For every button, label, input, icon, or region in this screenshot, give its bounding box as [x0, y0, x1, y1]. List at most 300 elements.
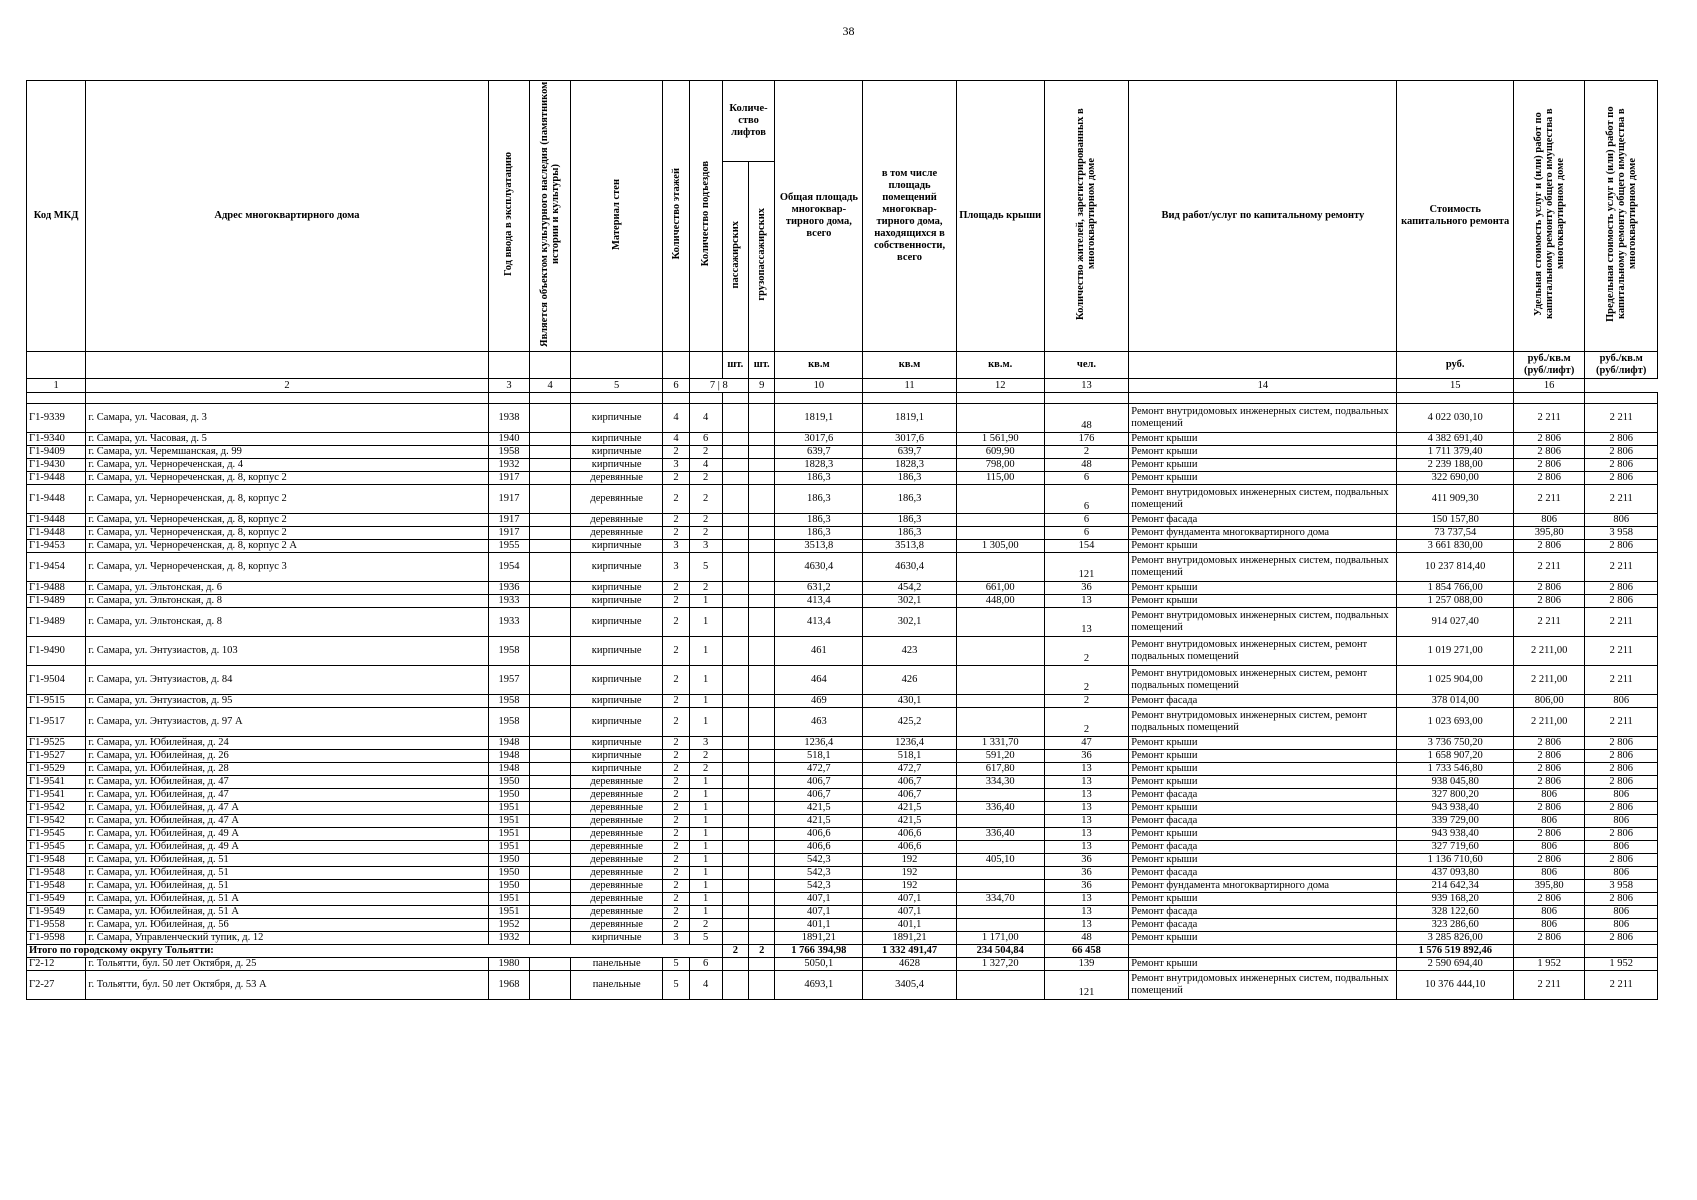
- unit-rub: руб.: [1397, 352, 1514, 379]
- cell-heritage: [530, 789, 571, 802]
- cell-heritage: [530, 763, 571, 776]
- cell-code: Г2-12: [27, 958, 86, 971]
- cell-floors: 2: [663, 737, 689, 750]
- cell-lifts-pass: [722, 750, 748, 763]
- cell-heritage: [530, 867, 571, 880]
- cell-code: Г1-9490: [27, 637, 86, 666]
- cell-work-type: Ремонт крыши: [1129, 595, 1397, 608]
- cell-owned-area: 406,6: [863, 841, 956, 854]
- cell-entrances: 1: [689, 802, 722, 815]
- cell-residents: 176: [1044, 433, 1129, 446]
- total-residents: 66 458: [1044, 945, 1129, 958]
- table-row: [27, 854, 1658, 867]
- cell-residents: 13: [1044, 906, 1129, 919]
- cell-floors: 3: [663, 459, 689, 472]
- cell-entrances: 3: [689, 737, 722, 750]
- cell-work-type: Ремонт крыши: [1129, 776, 1397, 789]
- spacer-cell: [749, 393, 775, 404]
- cell-owned-area: 1828,3: [863, 459, 956, 472]
- cell-material: деревянные: [571, 893, 663, 906]
- cell-owned-area: 639,7: [863, 446, 956, 459]
- cell-residents: 2: [1044, 695, 1129, 708]
- col-number: 3: [488, 379, 530, 393]
- cell-year: 1917: [488, 485, 530, 514]
- cell-cost: 1 733 546,80: [1397, 763, 1514, 776]
- cell-code: Г1-9488: [27, 582, 86, 595]
- cell-address: г. Тольятти, бул. 50 лет Октября, д. 25: [86, 958, 488, 971]
- cell-material: кирпичные: [571, 582, 663, 595]
- cell-material: кирпичные: [571, 404, 663, 433]
- cell-lifts-pass: [722, 971, 748, 1000]
- cell-material: кирпичные: [571, 540, 663, 553]
- cell-roof-area: [956, 666, 1044, 695]
- cell-unit-cost: 2 806: [1513, 932, 1584, 945]
- cell-lifts-cargo: [749, 880, 775, 893]
- cell-entrances: 1: [689, 893, 722, 906]
- table-row: [27, 750, 1658, 763]
- cell-residents: 13: [1044, 776, 1129, 789]
- total-owned-area: 1 332 491,47: [863, 945, 956, 958]
- cell-code: Г1-9558: [27, 919, 86, 932]
- col-number: 10: [775, 379, 863, 393]
- cell-heritage: [530, 695, 571, 708]
- cell-roof-area: [956, 485, 1044, 514]
- cell-material: деревянные: [571, 828, 663, 841]
- cell-material: деревянные: [571, 789, 663, 802]
- cell-entrances: 2: [689, 750, 722, 763]
- spacer-row: [27, 393, 1658, 404]
- table-row: [27, 433, 1658, 446]
- table-row: [27, 472, 1658, 485]
- cell-lifts-cargo: [749, 404, 775, 433]
- cell-year: 1950: [488, 854, 530, 867]
- cell-unit-cost: 2 211,00: [1513, 637, 1584, 666]
- cell-cost: 327 719,60: [1397, 841, 1514, 854]
- total-empty: [1129, 945, 1397, 958]
- cell-cost: 939 168,20: [1397, 893, 1514, 906]
- cell-total-area: 186,3: [775, 472, 863, 485]
- cell-address: г. Тольятти, бул. 50 лет Октября, д. 53 А: [86, 971, 488, 1000]
- cell-year: 1932: [488, 932, 530, 945]
- cell-owned-area: 426: [863, 666, 956, 695]
- cell-lifts-cargo: [749, 540, 775, 553]
- cell-material: кирпичные: [571, 433, 663, 446]
- col-number: 4: [530, 379, 571, 393]
- cell-work-type: Ремонт фундамента многоквартирного дома: [1129, 527, 1397, 540]
- cell-year: 1948: [488, 763, 530, 776]
- spacer-cell: [571, 393, 663, 404]
- cell-unit-cost: 2 806: [1513, 854, 1584, 867]
- cell-roof-area: 405,10: [956, 854, 1044, 867]
- cell-address: г. Самара, ул. Юбилейная, д. 49 А: [86, 828, 488, 841]
- cell-cost: 328 122,60: [1397, 906, 1514, 919]
- cell-residents: 6: [1044, 485, 1129, 514]
- cell-roof-area: 336,40: [956, 828, 1044, 841]
- cell-max-cost: 2 211: [1585, 608, 1658, 637]
- unit-rub-sqm: руб./кв.м (руб/лифт): [1513, 352, 1584, 379]
- cell-entrances: 2: [689, 919, 722, 932]
- cell-cost: 73 737,54: [1397, 527, 1514, 540]
- col-number: 7 | 8: [689, 379, 748, 393]
- total-roof-area: 234 504,84: [956, 945, 1044, 958]
- cell-residents: 13: [1044, 893, 1129, 906]
- cell-unit-cost: 2 806: [1513, 750, 1584, 763]
- cell-max-cost: 2 806: [1585, 459, 1658, 472]
- cell-owned-area: 423: [863, 637, 956, 666]
- cell-heritage: [530, 433, 571, 446]
- col-number: 2: [86, 379, 488, 393]
- cell-lifts-pass: [722, 433, 748, 446]
- cell-lifts-pass: [722, 472, 748, 485]
- cell-lifts-pass: [722, 776, 748, 789]
- col-number: 12: [956, 379, 1044, 393]
- cell-floors: 2: [663, 893, 689, 906]
- cell-material: кирпичные: [571, 595, 663, 608]
- cell-cost: 10 237 814,40: [1397, 553, 1514, 582]
- cell-work-type: Ремонт крыши: [1129, 582, 1397, 595]
- cell-code: Г1-9549: [27, 893, 86, 906]
- cell-total-area: 631,2: [775, 582, 863, 595]
- cell-total-area: 406,7: [775, 789, 863, 802]
- cell-owned-area: 186,3: [863, 472, 956, 485]
- cell-heritage: [530, 708, 571, 737]
- total-row: [27, 945, 1658, 958]
- cell-work-type: Ремонт фундамента многоквартирного дома: [1129, 880, 1397, 893]
- cell-material: деревянные: [571, 485, 663, 514]
- cell-cost: 1 025 904,00: [1397, 666, 1514, 695]
- unit-rub-sqm: руб./кв.м (руб/лифт): [1585, 352, 1658, 379]
- cell-lifts-cargo: [749, 582, 775, 595]
- cell-heritage: [530, 527, 571, 540]
- cell-owned-area: 406,7: [863, 789, 956, 802]
- col-number: 15: [1397, 379, 1514, 393]
- cell-residents: 6: [1044, 514, 1129, 527]
- cell-floors: 2: [663, 446, 689, 459]
- cell-code: Г1-9548: [27, 854, 86, 867]
- unit-sqm: кв.м.: [956, 352, 1044, 379]
- cell-entrances: 1: [689, 666, 722, 695]
- cell-lifts-cargo: [749, 514, 775, 527]
- cell-address: г. Самара, ул. Юбилейная, д. 47 А: [86, 815, 488, 828]
- cell-floors: 2: [663, 582, 689, 595]
- table-row: [27, 695, 1658, 708]
- cell-entrances: 1: [689, 695, 722, 708]
- cell-work-type: Ремонт крыши: [1129, 932, 1397, 945]
- cell-entrances: 1: [689, 608, 722, 637]
- cell-lifts-cargo: [749, 841, 775, 854]
- cell-code: Г1-9548: [27, 867, 86, 880]
- cell-heritage: [530, 750, 571, 763]
- cell-owned-area: 425,2: [863, 708, 956, 737]
- cell-work-type: Ремонт внутридомовых инженерных систем, ремонт подвальных помещений: [1129, 637, 1397, 666]
- cell-lifts-pass: [722, 540, 748, 553]
- cell-max-cost: 2 806: [1585, 595, 1658, 608]
- cell-roof-area: [956, 553, 1044, 582]
- cell-floors: 2: [663, 763, 689, 776]
- cell-address: г. Самара, ул. Эльтонская, д. 8: [86, 595, 488, 608]
- cell-owned-area: 1819,1: [863, 404, 956, 433]
- cell-floors: 2: [663, 708, 689, 737]
- cell-work-type: Ремонт фасада: [1129, 906, 1397, 919]
- table-row: [27, 514, 1658, 527]
- cell-lifts-cargo: [749, 919, 775, 932]
- cell-unit-cost: 806: [1513, 789, 1584, 802]
- cell-roof-area: [956, 815, 1044, 828]
- cell-residents: 13: [1044, 789, 1129, 802]
- cell-roof-area: 798,00: [956, 459, 1044, 472]
- cell-owned-area: 3405,4: [863, 971, 956, 1000]
- cell-material: деревянные: [571, 802, 663, 815]
- cell-total-area: 542,3: [775, 854, 863, 867]
- cell-heritage: [530, 828, 571, 841]
- cell-floors: 2: [663, 815, 689, 828]
- cell-heritage: [530, 906, 571, 919]
- cell-lifts-cargo: [749, 446, 775, 459]
- cell-heritage: [530, 637, 571, 666]
- cell-work-type: Ремонт крыши: [1129, 802, 1397, 815]
- cell-lifts-pass: [722, 802, 748, 815]
- spacer-cell: [1513, 393, 1584, 404]
- cell-work-type: Ремонт крыши: [1129, 459, 1397, 472]
- cell-total-area: 639,7: [775, 446, 863, 459]
- cell-cost: 1 257 088,00: [1397, 595, 1514, 608]
- cell-max-cost: 806: [1585, 906, 1658, 919]
- cell-total-area: 4693,1: [775, 971, 863, 1000]
- cell-roof-area: [956, 608, 1044, 637]
- total-label: Итого по городскому округу Тольятти:: [27, 945, 723, 958]
- cell-cost: 2 239 188,00: [1397, 459, 1514, 472]
- cell-roof-area: 1 561,90: [956, 433, 1044, 446]
- cell-entrances: 2: [689, 472, 722, 485]
- cell-total-area: 1236,4: [775, 737, 863, 750]
- cell-cost: 1 854 766,00: [1397, 582, 1514, 595]
- cell-lifts-pass: [722, 527, 748, 540]
- cell-entrances: 4: [689, 404, 722, 433]
- cell-entrances: 2: [689, 514, 722, 527]
- cell-unit-cost: 2 806: [1513, 737, 1584, 750]
- table-row: [27, 446, 1658, 459]
- cell-lifts-cargo: [749, 433, 775, 446]
- cell-floors: 3: [663, 932, 689, 945]
- table-row: [27, 971, 1658, 1000]
- cell-owned-area: 4628: [863, 958, 956, 971]
- cell-lifts-cargo: [749, 485, 775, 514]
- cell-year: 1950: [488, 789, 530, 802]
- cell-residents: 121: [1044, 971, 1129, 1000]
- table-row: [27, 893, 1658, 906]
- cell-entrances: 1: [689, 708, 722, 737]
- cell-cost: 943 938,40: [1397, 802, 1514, 815]
- cell-max-cost: 2 806: [1585, 828, 1658, 841]
- cell-roof-area: 1 171,00: [956, 932, 1044, 945]
- cell-roof-area: 617,80: [956, 763, 1044, 776]
- unit-empty: [571, 352, 663, 379]
- cell-unit-cost: 806: [1513, 906, 1584, 919]
- cell-lifts-cargo: [749, 815, 775, 828]
- header-lifts-pass: пассажирских: [722, 162, 748, 352]
- cell-residents: 13: [1044, 841, 1129, 854]
- cell-floors: 5: [663, 958, 689, 971]
- cell-residents: 121: [1044, 553, 1129, 582]
- unit-pcs: шт.: [749, 352, 775, 379]
- table-row: [27, 485, 1658, 514]
- cell-total-area: 464: [775, 666, 863, 695]
- cell-total-area: 186,3: [775, 527, 863, 540]
- cell-heritage: [530, 459, 571, 472]
- cell-year: 1951: [488, 906, 530, 919]
- cell-roof-area: [956, 527, 1044, 540]
- cell-cost: 214 642,34: [1397, 880, 1514, 893]
- cell-max-cost: 2 211: [1585, 553, 1658, 582]
- cell-roof-area: [956, 695, 1044, 708]
- cell-cost: 1 019 271,00: [1397, 637, 1514, 666]
- cell-address: г. Самара, ул. Эльтонская, д. 8: [86, 608, 488, 637]
- cell-cost: 150 157,80: [1397, 514, 1514, 527]
- cell-owned-area: 407,1: [863, 893, 956, 906]
- cell-material: деревянные: [571, 919, 663, 932]
- cell-unit-cost: 2 806: [1513, 472, 1584, 485]
- cell-heritage: [530, 958, 571, 971]
- cell-work-type: Ремонт фасада: [1129, 695, 1397, 708]
- cell-cost: 938 045,80: [1397, 776, 1514, 789]
- cell-work-type: Ремонт крыши: [1129, 854, 1397, 867]
- cell-cost: 327 800,20: [1397, 789, 1514, 802]
- cell-unit-cost: 2 806: [1513, 802, 1584, 815]
- cell-owned-area: 1891,21: [863, 932, 956, 945]
- spacer-cell: [530, 393, 571, 404]
- cell-owned-area: 421,5: [863, 802, 956, 815]
- cell-work-type: Ремонт крыши: [1129, 763, 1397, 776]
- cell-heritage: [530, 880, 571, 893]
- cell-address: г. Самара, ул. Юбилейная, д. 51: [86, 867, 488, 880]
- cell-year: 1948: [488, 737, 530, 750]
- table-row: [27, 880, 1658, 893]
- header-roof-area: Площадь крыши: [956, 81, 1044, 352]
- cell-address: г. Самара, ул. Чернореченская, д. 8, корпус 2: [86, 472, 488, 485]
- cell-roof-area: [956, 708, 1044, 737]
- cell-lifts-cargo: [749, 527, 775, 540]
- cell-unit-cost: 2 211: [1513, 404, 1584, 433]
- cell-year: 1917: [488, 472, 530, 485]
- cell-address: г. Самара, ул. Часовая, д. 3: [86, 404, 488, 433]
- cell-heritage: [530, 893, 571, 906]
- cell-code: Г1-9448: [27, 514, 86, 527]
- cell-entrances: 5: [689, 553, 722, 582]
- table-row: [27, 828, 1658, 841]
- cell-entrances: 1: [689, 815, 722, 828]
- cell-max-cost: 2 806: [1585, 540, 1658, 553]
- cell-code: Г1-9517: [27, 708, 86, 737]
- cell-unit-cost: 2 211: [1513, 485, 1584, 514]
- spacer-cell: [1585, 393, 1658, 404]
- cell-lifts-pass: [722, 919, 748, 932]
- cell-max-cost: 1 952: [1585, 958, 1658, 971]
- cell-material: кирпичные: [571, 666, 663, 695]
- cell-year: 1958: [488, 446, 530, 459]
- cell-roof-area: [956, 880, 1044, 893]
- cell-material: кирпичные: [571, 695, 663, 708]
- cell-cost: 411 909,30: [1397, 485, 1514, 514]
- cell-entrances: 2: [689, 582, 722, 595]
- cell-owned-area: 421,5: [863, 815, 956, 828]
- cell-material: кирпичные: [571, 737, 663, 750]
- cell-residents: 6: [1044, 527, 1129, 540]
- cell-residents: 139: [1044, 958, 1129, 971]
- cell-code: Г1-9340: [27, 433, 86, 446]
- cell-material: панельные: [571, 958, 663, 971]
- cell-cost: 4 022 030,10: [1397, 404, 1514, 433]
- cell-lifts-cargo: [749, 763, 775, 776]
- cell-lifts-pass: [722, 708, 748, 737]
- header-max-cost: Предельная стоимость услуг и (или) работ по капитальному ремонту общего имущества в многоквартирном доме: [1585, 81, 1658, 352]
- header-address: Адрес многоквартирного дома: [86, 81, 488, 352]
- cell-entrances: 1: [689, 828, 722, 841]
- cell-max-cost: 806: [1585, 514, 1658, 527]
- cell-entrances: 1: [689, 776, 722, 789]
- cell-lifts-pass: [722, 958, 748, 971]
- cell-floors: 2: [663, 802, 689, 815]
- cell-lifts-pass: [722, 880, 748, 893]
- cell-max-cost: 3 958: [1585, 880, 1658, 893]
- unit-empty: [689, 352, 722, 379]
- cell-floors: 2: [663, 880, 689, 893]
- cell-entrances: 1: [689, 880, 722, 893]
- unit-empty: [86, 352, 488, 379]
- cell-address: г. Самара, ул. Чернореченская, д. 8, корпус 2: [86, 485, 488, 514]
- cell-material: кирпичные: [571, 459, 663, 472]
- table-row: [27, 595, 1658, 608]
- cell-code: Г1-9339: [27, 404, 86, 433]
- table-row: [27, 789, 1658, 802]
- cell-floors: 2: [663, 595, 689, 608]
- cell-lifts-pass: [722, 695, 748, 708]
- table-row: [27, 553, 1658, 582]
- table-row: [27, 527, 1658, 540]
- cell-floors: 2: [663, 485, 689, 514]
- cell-total-area: 542,3: [775, 880, 863, 893]
- unit-pcs: шт.: [722, 352, 748, 379]
- cell-entrances: 1: [689, 841, 722, 854]
- cell-year: 1958: [488, 637, 530, 666]
- cell-unit-cost: 806: [1513, 841, 1584, 854]
- table-row: [27, 404, 1658, 433]
- cell-max-cost: 806: [1585, 867, 1658, 880]
- cell-roof-area: 1 305,00: [956, 540, 1044, 553]
- cell-address: г. Самара, ул. Юбилейная, д. 51: [86, 880, 488, 893]
- cell-heritage: [530, 666, 571, 695]
- cell-unit-cost: 806: [1513, 815, 1584, 828]
- cell-work-type: Ремонт крыши: [1129, 737, 1397, 750]
- cell-lifts-pass: [722, 608, 748, 637]
- cell-floors: 2: [663, 695, 689, 708]
- cell-cost: 322 690,00: [1397, 472, 1514, 485]
- table-row: [27, 708, 1658, 737]
- cell-material: кирпичные: [571, 446, 663, 459]
- header-heritage: Является объектом культурного наследия (памятником истории и культуры): [530, 81, 571, 352]
- cell-address: г. Самара, ул. Юбилейная, д. 49 А: [86, 841, 488, 854]
- spacer-cell: [689, 393, 722, 404]
- cell-address: г. Самара, ул. Энтузиастов, д. 95: [86, 695, 488, 708]
- cell-address: г. Самара, ул. Энтузиастов, д. 84: [86, 666, 488, 695]
- table-row: [27, 459, 1658, 472]
- col-number: 1: [27, 379, 86, 393]
- cell-residents: 13: [1044, 595, 1129, 608]
- cell-floors: 2: [663, 828, 689, 841]
- cell-total-area: 463: [775, 708, 863, 737]
- cell-material: кирпичные: [571, 763, 663, 776]
- unit-empty: [530, 352, 571, 379]
- cell-residents: 13: [1044, 802, 1129, 815]
